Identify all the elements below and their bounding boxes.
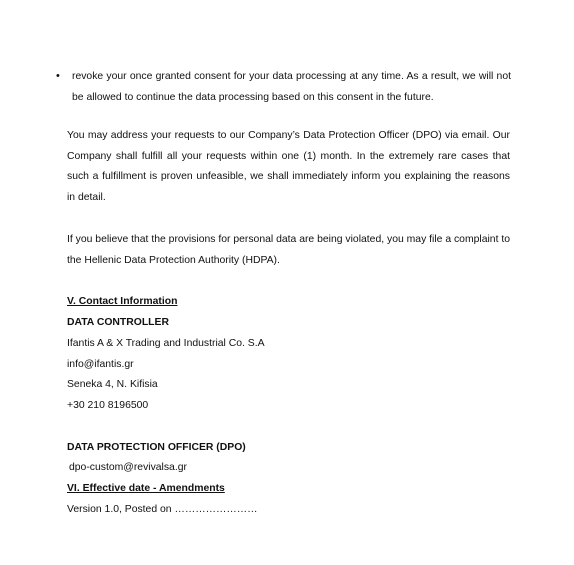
company-name: Ifantis A & X Trading and Industrial Co. S.A [67, 338, 265, 349]
company-phone: +30 210 8196500 [67, 400, 149, 411]
version-text: Version 1.0, Posted on …………………… [67, 504, 258, 515]
dpo-label: DATA PROTECTION OFFICER (DPO) [67, 442, 246, 453]
dpo-email: dpo-custom@revivalsa.gr [69, 462, 187, 473]
company-address: Seneka 4, N. Kifisia [67, 379, 158, 390]
bullet-list-item [56, 66, 511, 108]
contact-information-heading: V. Contact Information [67, 296, 178, 307]
data-controller-label: DATA CONTROLLER [67, 317, 169, 328]
company-email: info@ifantis.gr [67, 359, 134, 370]
effective-date-heading: VI. Effective date - Amendments [67, 483, 225, 494]
bullet-marker: • [56, 70, 60, 82]
bullet-text: revoke your once granted consent for your data processing at any time. As a result, we will not be allowed to continue the data processing based on this consent in the future. [72, 71, 511, 103]
dpo-requests-paragraph: You may address your requests to our Company’s Data Protection Officer (DPO) via email. Our Company shall fulfill all your requests within one (1) month. In the extremely rare cases that such a fulfillment is proven unfeasible, we shall immediately inform you explaining the reasons in detail. [67, 130, 510, 203]
complaint-paragraph: If you believe that the provisions for personal data are being violated, you may file a complaint to the Hellenic Data Protection Authority (HDPA). [67, 234, 511, 266]
